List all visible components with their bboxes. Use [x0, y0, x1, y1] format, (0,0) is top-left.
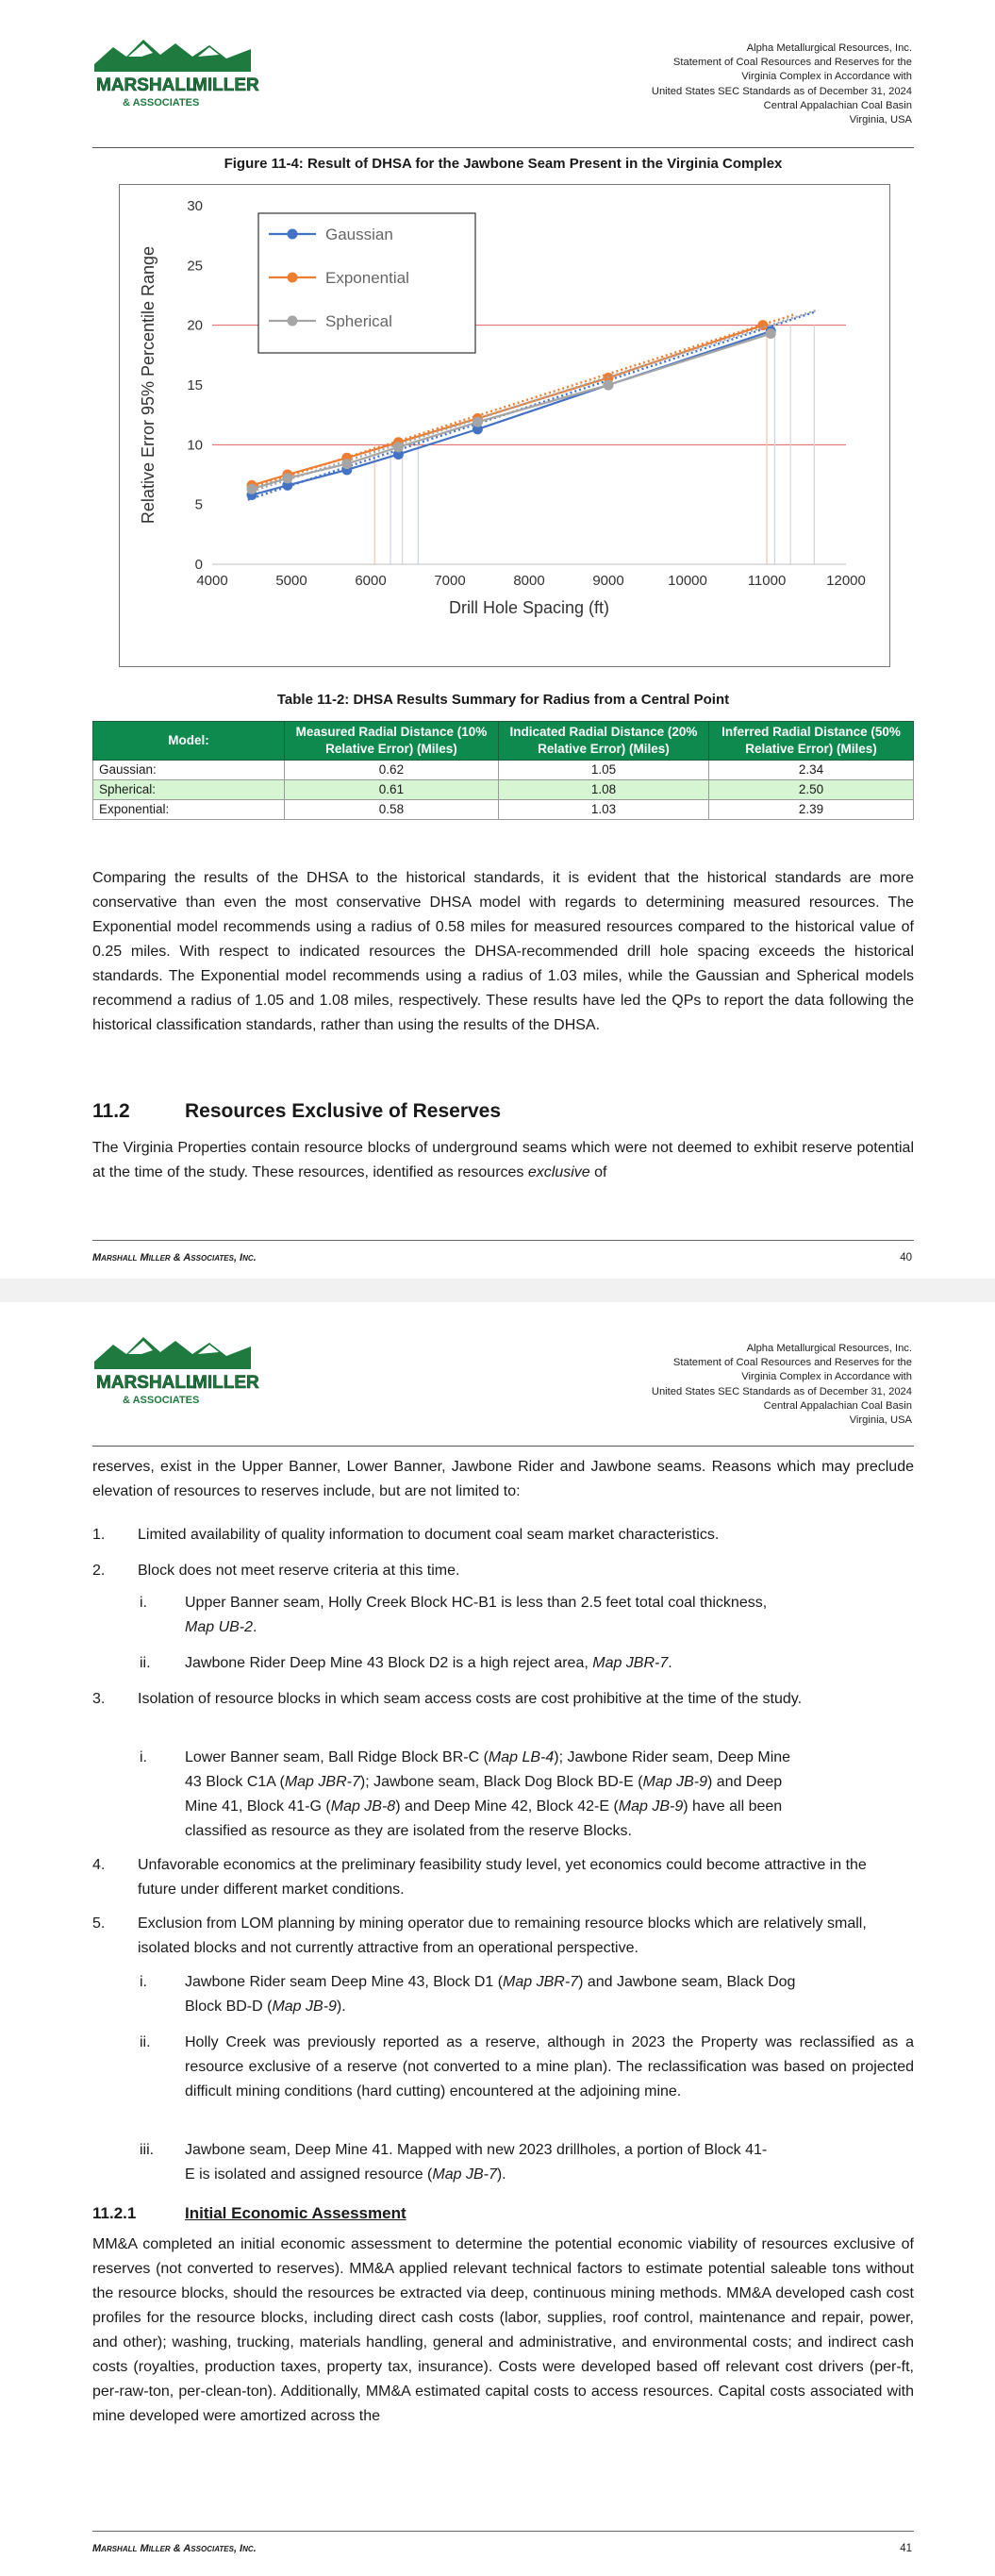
text-run: 43 Block C1A (: [185, 1774, 285, 1790]
header-line: United States SEC Standards as of December 31, 2024: [651, 85, 912, 97]
subsection-title: Initial Economic Assessment: [185, 2204, 406, 2222]
header-divider: [92, 1446, 914, 1447]
x-tick-label: 7000: [434, 573, 466, 589]
x-tick-label: 11000: [747, 573, 787, 589]
company-logo: [94, 1333, 259, 1407]
y-tick-label: 25: [187, 258, 203, 275]
header-divider: [92, 147, 914, 148]
table-cell: 0.62: [285, 761, 499, 780]
list-marker: ii.: [140, 2034, 151, 2050]
text-run: ) and Deep: [707, 1774, 783, 1790]
header-line: Virginia, USA: [849, 114, 912, 126]
list-marker: 4.: [92, 1857, 106, 1873]
header-line: Central Appalachian Coal Basin: [763, 99, 912, 111]
table-title: Table 11-2: DHSA Results Summary for Radius from a Central Point: [276, 692, 730, 708]
header-line: Statement of Coal Resources and Reserves for the: [672, 57, 912, 69]
text-run: Mine 41, Block 41-G (: [185, 1798, 331, 1815]
list-item-text: Block does not meet reserve criteria at this time.: [138, 1563, 460, 1579]
sub-list-item: [140, 2138, 894, 2187]
dhsa-chart: [119, 184, 890, 667]
table-cell: Gaussian:: [93, 761, 285, 780]
table-header-cell: Indicated Radial Distance (20% Relative Error) (Miles): [498, 722, 708, 761]
data-point: [247, 484, 257, 494]
header-text: [652, 42, 912, 127]
header-line: Virginia, USA: [849, 1414, 912, 1427]
list-marker: 1.: [92, 1527, 106, 1543]
subsection-heading-11-2-1: [92, 2204, 406, 2223]
footer-company: Marshall Miller & Associates, Inc.: [92, 1252, 257, 1263]
text-run: ); Jawbone Rider seam, Deep Mine: [554, 1749, 791, 1765]
list-item: [92, 1687, 914, 1736]
table-row: [93, 761, 914, 780]
list-item-text: [185, 2138, 902, 2187]
x-tick-label: 6000: [355, 573, 387, 589]
list-item: [92, 1853, 914, 1902]
list-item: [92, 1523, 914, 1547]
map-reference: Map JB-7: [432, 2166, 497, 2183]
page-41: [0, 1302, 995, 2576]
header-line: Central Appalachian Coal Basin: [763, 1399, 912, 1412]
data-point: [604, 380, 614, 391]
y-tick-label: 10: [187, 437, 203, 454]
list-marker: i.: [140, 1974, 147, 1990]
header-line: Statement of Coal Resources and Reserves for the: [672, 1357, 912, 1369]
list-marker: 5.: [92, 1915, 106, 1932]
list-item-text: Isolation of resource blocks in which seam access costs are cost prohibitive at the time of the study.: [138, 1691, 803, 1707]
table-cell: 0.61: [285, 780, 499, 800]
x-tick-label: 8000: [513, 573, 545, 589]
table-cell: Spherical:: [93, 780, 285, 800]
header-text: [652, 1342, 912, 1428]
map-reference: Map UB-2: [185, 1619, 254, 1635]
header-line: United States SEC Standards as of December 31, 2024: [651, 1385, 912, 1397]
map-reference: Map JBR-7: [592, 1655, 669, 1671]
y-tick-label: 0: [194, 557, 203, 573]
list-item-text: [185, 1746, 902, 1844]
map-reference: Map LB-4: [488, 1749, 555, 1765]
header-line: Virginia Complex in Accordance with: [741, 71, 912, 83]
sub-list-item: [140, 1591, 894, 1640]
sub-list-item: [140, 1746, 894, 1844]
table-header-cell: Measured Radial Distance (10% Relative Error) (Miles): [285, 722, 499, 761]
header-line: Alpha Metallurgical Resources, Inc.: [746, 42, 912, 54]
dhsa-results-table: [92, 721, 914, 820]
logo-text-bot: & ASSOCIATES: [123, 1395, 200, 1406]
table-row: [93, 800, 914, 820]
list-marker: 3.: [92, 1691, 106, 1707]
footer-company: Marshall Miller & Associates, Inc.: [92, 2543, 257, 2554]
list-item: [92, 1559, 914, 1583]
text-run: ) and Jawbone seam, Black Dog: [578, 1974, 796, 1990]
x-axis-title: Drill Hole Spacing (ft): [448, 598, 610, 617]
figure-title: Figure 11-4: Result of DHSA for the Jawbone Seam Present in the Virginia Complex: [224, 156, 783, 172]
legend-marker: [288, 316, 298, 326]
map-reference: Map JBR-7: [503, 1974, 579, 1990]
table-cell: 1.03: [498, 800, 708, 820]
paragraph-intro: reserves, exist in the Upper Banner, Lower Banner, Jawbone Rider and Jawbone seams. Reasons which may preclude elevation of resources to reserves include, but are not limited to:: [92, 1459, 914, 1499]
emphasis-text: exclusive: [527, 1164, 590, 1180]
list-marker: i.: [140, 1749, 147, 1765]
data-point: [393, 442, 404, 452]
sub-list-item: [140, 1651, 894, 1676]
logo-text-mid: MILLER: [192, 1373, 259, 1393]
list-marker: iii.: [140, 2142, 155, 2158]
list-item-text: Upper Banner seam, Holly Creek Block HC-B1 is less than 2.5 feet total coal thickness, Map UB-2.: [185, 1595, 768, 1635]
table-cell: 0.58: [285, 800, 499, 820]
legend-label: Exponential: [325, 269, 409, 287]
map-reference: Map JB-9: [618, 1798, 684, 1815]
text-run: ).: [336, 1999, 346, 2015]
text-run: Jawbone Rider seam Deep Mine 43, Block D1 (: [185, 1974, 504, 1990]
text-run: Jawbone seam, Deep Mine 41. Mapped with new 2023 drillholes, a portion of Block 41-: [185, 2142, 768, 2158]
table-cell: 2.39: [709, 800, 914, 820]
logo-text-mid: MILLER: [192, 75, 259, 95]
section-number: 11.2: [92, 1100, 130, 1122]
logo-text-top: MARSHALL: [96, 1373, 197, 1393]
text-run: Jawbone Rider Deep Mine 43 Block D2 is a high reject area,: [185, 1655, 593, 1671]
company-logo: [94, 36, 259, 109]
data-point: [757, 320, 768, 330]
text-run: Lower Banner seam, Ball Ridge Block BR-C (: [185, 1749, 489, 1765]
list-item-text: Exclusion from LOM planning by mining operator due to remaining resource blocks which are relatively small, isolated blocks and not currently attractive from an operational perspective.: [138, 1915, 867, 1956]
text-run: ); Jawbone seam, Black Dog Block BD-E (: [359, 1774, 643, 1790]
legend-label: Spherical: [325, 312, 392, 330]
map-reference: Map JB-9: [272, 1999, 337, 2015]
table-header-cell: Model:: [93, 722, 285, 761]
map-reference: Map JB-8: [330, 1798, 396, 1815]
x-tick-label: 10000: [668, 573, 707, 589]
data-point: [341, 459, 352, 469]
legend-marker: [288, 229, 298, 240]
y-tick-label: 5: [194, 496, 203, 513]
map-reference: Map JB-9: [642, 1774, 707, 1790]
table-cell: 2.34: [709, 761, 914, 780]
logo-text-top: MARSHALL: [96, 75, 197, 95]
y-axis-title: Relative Error 95% Percentile Range: [139, 245, 158, 525]
list-marker: ii.: [140, 1655, 151, 1671]
list-item-text: Limited availability of quality information to document coal seam market characteristics.: [138, 1527, 720, 1543]
x-tick-label: 4000: [196, 573, 228, 589]
paragraph-dhsa-comparison: Comparing the results of the DHSA to the historical standards, it is evident that the historical standards are more conservative than even the most conservative DHSA model with regards to determining measured resources. The Exponential model recommends using a radius of 0.58 miles for measured resources compared to the historical value of 0.25 miles. With respect to indicated resources the DHSA-recommended drill hole spacing exceeds the historical standards. The Exponential model recommends using a radius of 1.03 miles, while the Gaussian and Spherical models recommend a radius of 1.05 and 1.08 miles, respectively. These results have led the QPs to report the data following the historical classification standards, rather than using the results of the DHSA.: [92, 870, 914, 1033]
y-tick-label: 30: [187, 198, 203, 214]
sub-list-item: [140, 1970, 894, 2019]
header-line: Virginia Complex in Accordance with: [741, 1371, 912, 1383]
page-number: 41: [900, 2543, 912, 2554]
table-cell: 2.50: [709, 780, 914, 800]
page-number: 40: [900, 1252, 912, 1263]
text-run: E is isolated and assigned resource (: [185, 2166, 433, 2183]
text-run: Block BD-D (: [185, 1999, 273, 2015]
text-run: Upper Banner seam, Holly Creek Block HC-B1 is less than 2.5 feet total coal thickness,: [185, 1595, 768, 1611]
table-row: [93, 780, 914, 800]
paragraph-resources-exclusive: [92, 1136, 914, 1185]
list-marker: i.: [140, 1595, 147, 1611]
map-reference: Map JBR-7: [284, 1774, 360, 1790]
y-tick-label: 20: [187, 317, 203, 334]
paragraph-economic-assessment: MM&A completed an initial economic assessment to determine the potential economic viability of resources exclusive of reserves (not converted to reserves). MM&A applied relevant technical factors to estimate potential saleable tons without the resource blocks, should the resources be extracted via deep, continuous mining methods. MM&A developed cash cost profiles for the resource blocks, including direct cash costs (labor, supplies, roof control, maintenance and repair, power, and other); washing, trucking, materials handling, general and administrative, and environmental costs; and indirect cash costs (royalties, production taxes, property tax, insurance). Costs were developed based off relevant cost drivers (per-ft, per-raw-ton, per-clean-ton). Additionally, MM&A estimated capital costs to access resources. Capital costs associated with mine developed were amortized across the: [92, 2236, 914, 2424]
x-tick-label: 12000: [826, 573, 866, 589]
footer-divider: [92, 2531, 914, 2532]
text-run: ) have all been: [683, 1798, 783, 1815]
text-run: classified as resource as they are isolated from the reserve Blocks.: [185, 1823, 632, 1839]
x-tick-label: 5000: [275, 573, 307, 589]
section-title: Resources Exclusive of Reserves: [185, 1100, 502, 1122]
data-point: [282, 473, 292, 483]
legend-label: Gaussian: [325, 226, 393, 243]
text-run: ) and Deep Mine 42, Block 42-E (: [395, 1798, 619, 1815]
x-tick-label: 9000: [592, 573, 624, 589]
list-item-text: Holly Creek was previously reported as a reserve, although in 2023 the Property was reclassified as a resource exclusive of a reserve (not converted to a mine plan). The reclassification was based on projected difficult mining conditions (hard cutting) encountered at the adjoining mine.: [185, 2034, 914, 2099]
table-header-cell: Inferred Radial Distance (50% Relative Error) (Miles): [709, 722, 914, 761]
table-cell: Exponential:: [93, 800, 285, 820]
logo-text-bot: & ASSOCIATES: [123, 97, 200, 109]
sub-list-item: [140, 2031, 914, 2129]
list-item: [92, 1912, 914, 1961]
text-run: ).: [496, 2166, 506, 2183]
table-cell: 1.08: [498, 780, 708, 800]
y-tick-label: 15: [187, 377, 203, 393]
data-point: [473, 417, 483, 427]
footer-divider: [92, 1240, 914, 1241]
legend-marker: [288, 273, 298, 283]
data-point: [766, 328, 776, 339]
text-run: The Virginia Properties contain resource blocks of underground seams which were not deemed to exhibit reserve potential at the time of the study. These resources, identified as resources: [92, 1140, 914, 1180]
table-cell: 1.05: [498, 761, 708, 780]
text-run: of: [589, 1164, 607, 1180]
list-marker: 2.: [92, 1563, 106, 1579]
dhsa-chart-svg: [120, 185, 889, 666]
header-line: Alpha Metallurgical Resources, Inc.: [746, 1343, 912, 1354]
list-item-text: Unfavorable economics at the preliminary feasibility study level, yet economics could become attractive in the future under different market conditions.: [138, 1857, 867, 1898]
section-heading-11-2: [92, 1100, 501, 1123]
list-item-text: Jawbone Rider Deep Mine 43 Block D2 is a high reject area, Map JBR-7.: [185, 1655, 672, 1671]
subsection-number: 11.2.1: [92, 2204, 137, 2222]
table-header-row: [93, 722, 914, 761]
list-item-text: [185, 1970, 902, 2019]
